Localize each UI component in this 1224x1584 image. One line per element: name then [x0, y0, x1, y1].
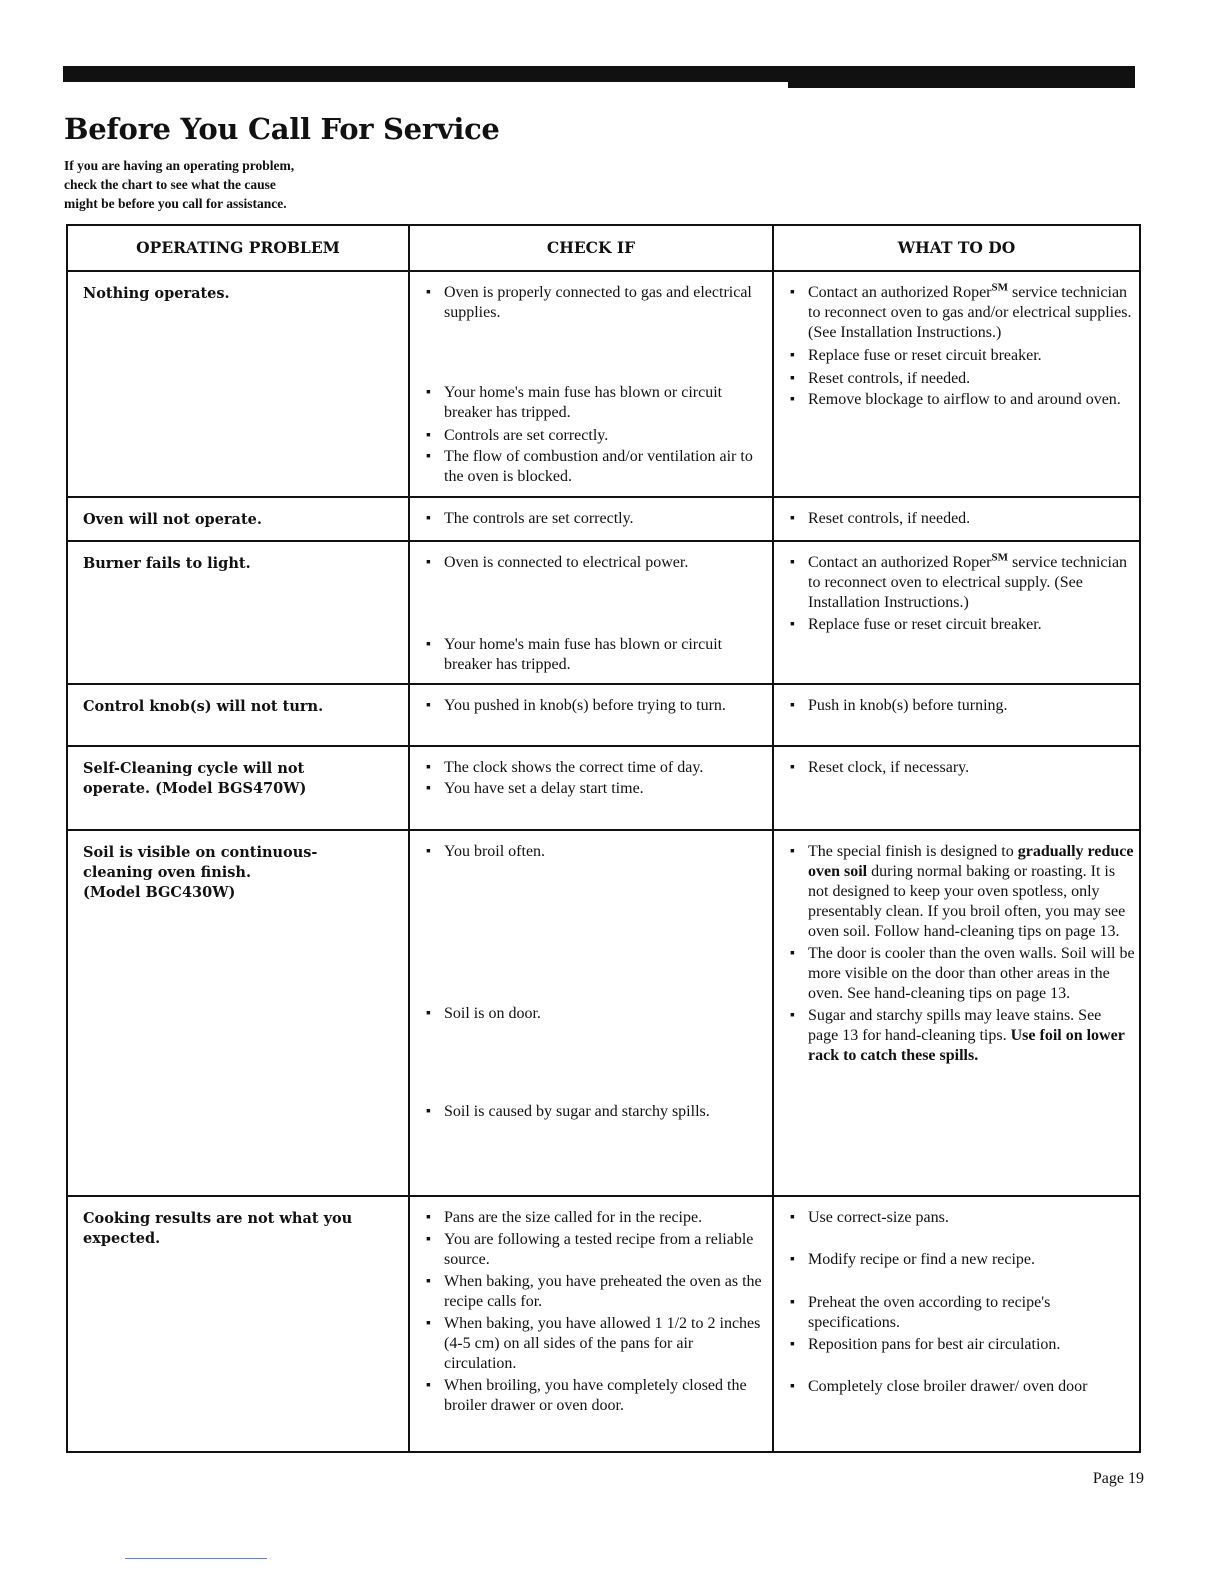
- service-mark: SM: [991, 551, 1008, 564]
- check-item: ▪ You are following a tested recipe from a reliable source.: [426, 1230, 768, 1270]
- intro-line: If you are having an operating problem,: [64, 158, 295, 173]
- check-item: ▪ The clock shows the correct time of day.: [426, 758, 768, 778]
- header-what-to-do: WHAT TO DO: [773, 225, 1140, 271]
- bottom-mark: [125, 1558, 267, 1559]
- check-item: ▪ Your home's main fuse has blown or circuit breaker has tripped.: [426, 383, 768, 423]
- action-item: ▪ Remove blockage to airflow to and around oven.: [790, 390, 1135, 410]
- check-item: ▪ When baking, you have preheated the oven as the recipe calls for.: [426, 1272, 768, 1312]
- check-item: ▪ The flow of combustion and/or ventilation air to the oven is blocked.: [426, 447, 768, 487]
- problem-line: (Model BGC430W): [83, 884, 236, 901]
- action-item: [790, 283, 1135, 343]
- action-cell: [773, 271, 1140, 497]
- problem-cell: Oven will not operate.: [67, 497, 409, 541]
- action-emphasis: Use foil on lower rack to catch these spills.: [808, 1027, 1125, 1064]
- check-item: ▪ You have set a delay start time.: [426, 779, 768, 799]
- problem-cell: [67, 746, 409, 830]
- problem-line: cleaning oven finish.: [83, 864, 251, 881]
- check-cell: [409, 497, 773, 541]
- check-item: ▪ The controls are set correctly.: [426, 509, 768, 529]
- table-row: [67, 541, 1140, 684]
- check-item: ▪ You pushed in knob(s) before trying to turn.: [426, 696, 768, 716]
- problem-cell: [67, 830, 409, 1196]
- problem-cell: Control knob(s) will not turn.: [67, 684, 409, 746]
- action-item: ▪ Replace fuse or reset circuit breaker.: [790, 615, 1135, 635]
- action-item: ▪ Reposition pans for best air circulation.: [790, 1335, 1135, 1355]
- action-text: Contact an authorized Roper: [808, 554, 992, 571]
- problem-line: Self-Cleaning cycle will not: [83, 760, 305, 777]
- action-text: service technician to reconnect oven to gas and/or electrical supplies. (See Installation Instructions.): [808, 284, 1132, 341]
- top-rule-step: [788, 80, 1135, 88]
- problem-cell: Nothing operates.: [67, 271, 409, 497]
- action-item: ▪ Reset clock, if necessary.: [790, 758, 1135, 778]
- action-item: [790, 842, 1135, 942]
- check-cell: [409, 541, 773, 684]
- header-check-if: CHECK IF: [409, 225, 773, 271]
- check-item: ▪ When broiling, you have completely closed the broiler drawer or oven door.: [426, 1376, 768, 1416]
- action-text: service technician to reconnect oven to electrical supply. (See Installation Instructions.): [808, 554, 1128, 611]
- check-cell: [409, 830, 773, 1196]
- check-item: ▪ Soil is caused by sugar and starchy spills.: [426, 1102, 768, 1122]
- action-cell: [773, 684, 1140, 746]
- problem-line: operate. (Model BGS470W): [83, 780, 307, 797]
- action-text: Sugar and starchy spills may leave stains. See page 13 for hand-cleaning tips.: [808, 1007, 1102, 1044]
- check-item: ▪ Oven is properly connected to gas and electrical supplies.: [426, 283, 768, 323]
- table-row: [67, 684, 1140, 746]
- action-cell: [773, 541, 1140, 684]
- action-text: during normal baking or roasting. It is not designed to keep your oven spotless, only presentably clean. If you broil often, you may see oven soil. Follow hand-cleaning tips on page 13.: [808, 863, 1126, 940]
- problem-line: expected.: [83, 1230, 161, 1247]
- table-header-row: [67, 225, 1140, 271]
- action-item: [790, 553, 1135, 613]
- table-row: [67, 497, 1140, 541]
- action-cell: [773, 746, 1140, 830]
- action-item: ▪ Preheat the oven according to recipe's specifications.: [790, 1293, 1135, 1333]
- service-mark: SM: [991, 281, 1008, 294]
- check-item: ▪ You broil often.: [426, 842, 768, 862]
- check-cell: [409, 684, 773, 746]
- check-item: ▪ Soil is on door.: [426, 1004, 768, 1024]
- table-row: [67, 271, 1140, 497]
- action-item: ▪ Push in knob(s) before turning.: [790, 696, 1135, 716]
- problem-line: Soil is visible on continuous-: [83, 844, 318, 861]
- check-item: ▪ Your home's main fuse has blown or circuit breaker has tripped.: [426, 635, 768, 675]
- action-item: ▪ Modify recipe or find a new recipe.: [790, 1250, 1135, 1270]
- action-item: ▪ Completely close broiler drawer/ oven door: [790, 1377, 1135, 1397]
- intro-text: [64, 156, 424, 213]
- check-cell: [409, 1196, 773, 1452]
- problem-cell: [67, 1196, 409, 1452]
- page-title: Before You Call For Service: [64, 112, 500, 146]
- action-item: ▪ The door is cooler than the oven walls. Soil will be more visible on the door than other areas in the oven. See hand-cleaning tips on page 13.: [790, 944, 1135, 1004]
- check-item: ▪ Pans are the size called for in the recipe.: [426, 1208, 768, 1228]
- action-text: The special finish is designed to: [808, 843, 1018, 860]
- action-emphasis: gradually reduce oven soil: [808, 843, 1134, 880]
- table-row: [67, 830, 1140, 1196]
- action-text: Contact an authorized Roper: [808, 284, 992, 301]
- problem-cell: Burner fails to light.: [67, 541, 409, 684]
- intro-line: check the chart to see what the cause: [64, 177, 276, 192]
- page-number: Page 19: [1092, 1470, 1144, 1487]
- troubleshooting-table: [66, 224, 1141, 1453]
- action-cell: [773, 497, 1140, 541]
- action-item: ▪ Reset controls, if needed.: [790, 509, 1135, 529]
- intro-line: might be before you call for assistance.: [64, 196, 287, 211]
- problem-line: Cooking results are not what you: [83, 1210, 353, 1227]
- check-cell: [409, 271, 773, 497]
- check-cell: [409, 746, 773, 830]
- header-operating-problem: OPERATING PROBLEM: [67, 225, 409, 271]
- action-cell: [773, 830, 1140, 1196]
- action-item: ▪ Replace fuse or reset circuit breaker.: [790, 346, 1135, 366]
- action-item: ▪ Use correct-size pans.: [790, 1208, 1135, 1228]
- table-row: [67, 1196, 1140, 1452]
- check-item: ▪ Controls are set correctly.: [426, 426, 768, 446]
- action-item: ▪ Reset controls, if needed.: [790, 369, 1135, 389]
- table-row: [67, 746, 1140, 830]
- action-cell: [773, 1196, 1140, 1452]
- check-item: ▪ Oven is connected to electrical power.: [426, 553, 768, 573]
- action-item: [790, 1006, 1135, 1066]
- check-item: ▪ When baking, you have allowed 1 1/2 to 2 inches (4-5 cm) on all sides of the pans for air circulation.: [426, 1314, 768, 1374]
